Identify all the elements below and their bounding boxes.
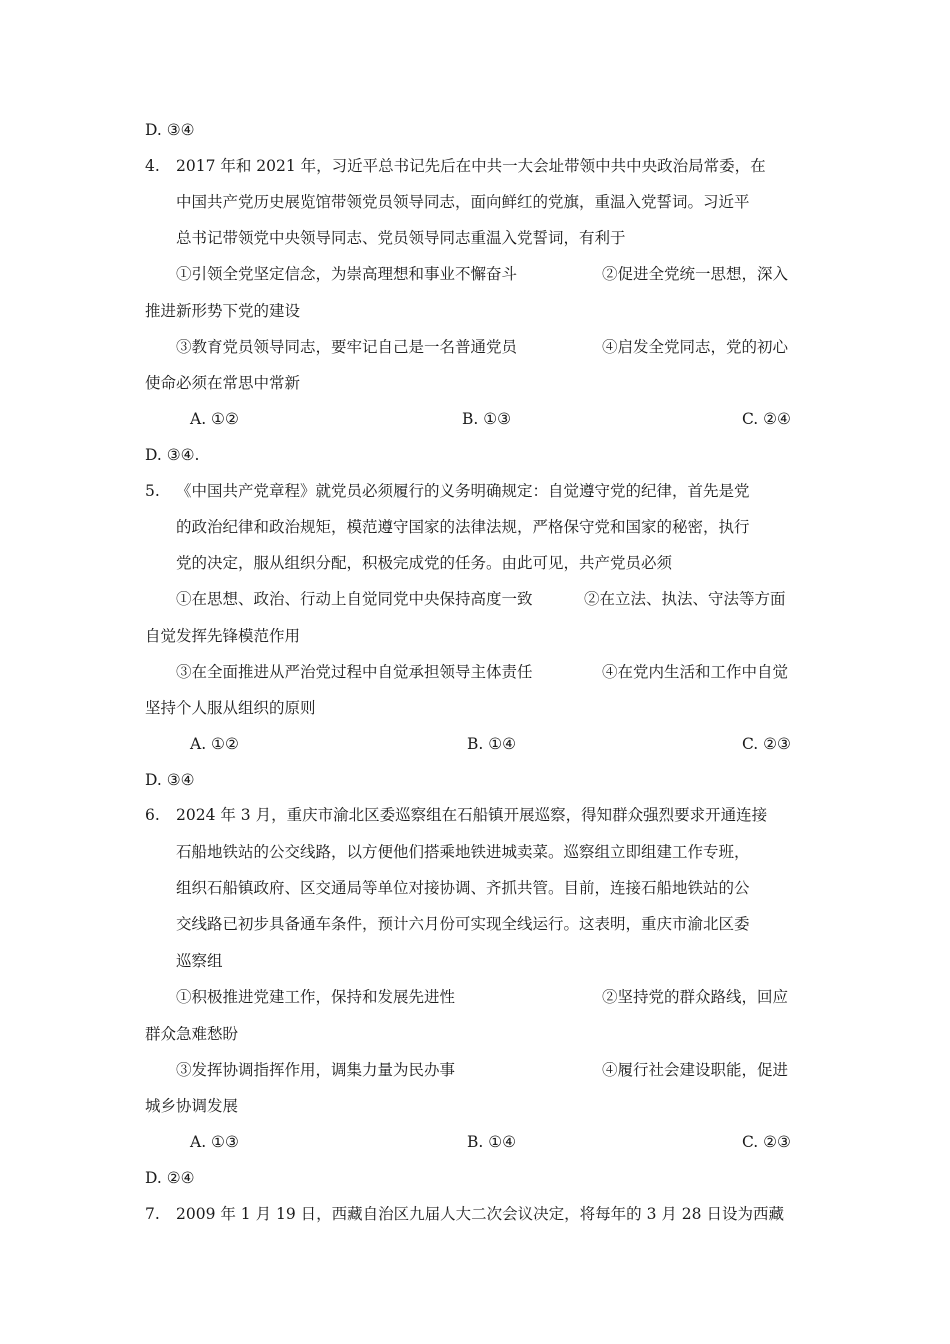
q6-option-d[interactable]: D. ②④	[145, 1169, 195, 1187]
q5-item-4: ④在党内生活和工作中自觉	[602, 663, 789, 681]
q7-line-1: 7. 2009 年 1 月 19 日，西藏自治区九届人大二次会议决定，将每年的 3 月 28 日设为西藏	[145, 1205, 784, 1223]
q5-item-2-cont: 自觉发挥先锋模范作用	[145, 627, 301, 645]
q4-item-4: ④启发全党同志，党的初心	[602, 338, 789, 356]
q4-option-a[interactable]: A. ①②	[190, 410, 239, 428]
q4-option-c[interactable]: C. ②④	[742, 410, 791, 428]
q5-item-4-cont: 坚持个人服从组织的原则	[145, 699, 316, 717]
q5-number: 5.	[145, 482, 160, 500]
q5-item-3: ③在全面推进从严治党过程中自觉承担领导主体责任	[176, 663, 533, 681]
q6-item-2-cont: 群众急难愁盼	[145, 1025, 239, 1043]
q4-option-d[interactable]: D. ③④.	[145, 446, 200, 464]
q6-item-4: ④履行社会建设职能，促进	[602, 1061, 789, 1079]
q6-number: 6.	[145, 806, 160, 824]
q4-number: 4.	[145, 157, 160, 175]
q5-option-d[interactable]: D. ③④	[145, 771, 195, 789]
q4-item-1: ①引领全党坚定信念，为崇高理想和事业不懈奋斗	[176, 265, 518, 283]
q4-option-b[interactable]: B. ①③	[462, 410, 512, 428]
q5-option-b[interactable]: B. ①④	[467, 735, 517, 753]
q6-line-1: 6. 2024 年 3 月，重庆市渝北区委巡察组在石船镇开展巡察，得知群众强烈要求开通连接	[145, 806, 768, 824]
q6-line-4: 交线路已初步具备通车条件，预计六月份可实现全线运行。这表明，重庆市渝北区委	[176, 915, 750, 933]
q6-item-3: ③发挥协调指挥作用，调集力量为民办事	[176, 1061, 456, 1079]
q4-line-1: 4. 2017 年和 2021 年，习近平总书记先后在中共一大会址带领中共中央政治局常委，在	[145, 157, 766, 175]
q5-item-1: ①在思想、政治、行动上自觉同党中央保持高度一致	[176, 590, 533, 608]
q4-item-3: ③教育党员领导同志，要牢记自己是一名普通党员	[176, 338, 518, 356]
q6-line-3: 组织石船镇政府、区交通局等单位对接协调、齐抓共管。目前，连接石船地铁站的公	[176, 879, 750, 897]
q6-option-b[interactable]: B. ①④	[467, 1133, 517, 1151]
q5-line-1: 5. 《中国共产党章程》就党员必须履行的义务明确规定：自觉遵守党的纪律，首先是党	[145, 482, 750, 500]
q6-item-2: ②坚持党的群众路线，回应	[602, 988, 789, 1006]
q4-item-2-cont: 推进新形势下党的建设	[145, 302, 301, 320]
q6-line-2: 石船地铁站的公交线路，以方便他们搭乘地铁进城卖菜。巡察组立即组建工作专班，	[176, 843, 750, 861]
q5-line-2: 的政治纪律和政治规矩，模范遵守国家的法律法规，严格保守党和国家的秘密，执行	[176, 518, 750, 536]
q6-item-1: ①积极推进党建工作，保持和发展先进性	[176, 988, 456, 1006]
q6-option-a[interactable]: A. ①③	[190, 1133, 239, 1151]
q4-line-3: 总书记带领党中央领导同志、党员领导同志重温入党誓词，有利于	[176, 229, 626, 247]
q4-item-2: ②促进全党统一思想，深入	[602, 265, 789, 283]
q5-option-a[interactable]: A. ①②	[190, 735, 239, 753]
q4-item-4-cont: 使命必须在常思中常新	[145, 374, 301, 392]
q7-number: 7.	[145, 1205, 160, 1223]
q5-option-c[interactable]: C. ②③	[742, 735, 791, 753]
q6-line-5: 巡察组	[176, 952, 223, 970]
q4-line-2: 中国共产党历史展览馆带领党员领导同志，面向鲜红的党旗，重温入党誓词。习近平	[176, 193, 750, 211]
q6-option-c[interactable]: C. ②③	[742, 1133, 791, 1151]
prev-option-d: D. ③④	[145, 121, 195, 139]
q5-line-3: 党的决定，服从组织分配，积极完成党的任务。由此可见，共产党员必须	[176, 554, 673, 572]
q5-item-2: ②在立法、执法、守法等方面	[584, 590, 786, 608]
q6-item-4-cont: 城乡协调发展	[145, 1097, 239, 1115]
